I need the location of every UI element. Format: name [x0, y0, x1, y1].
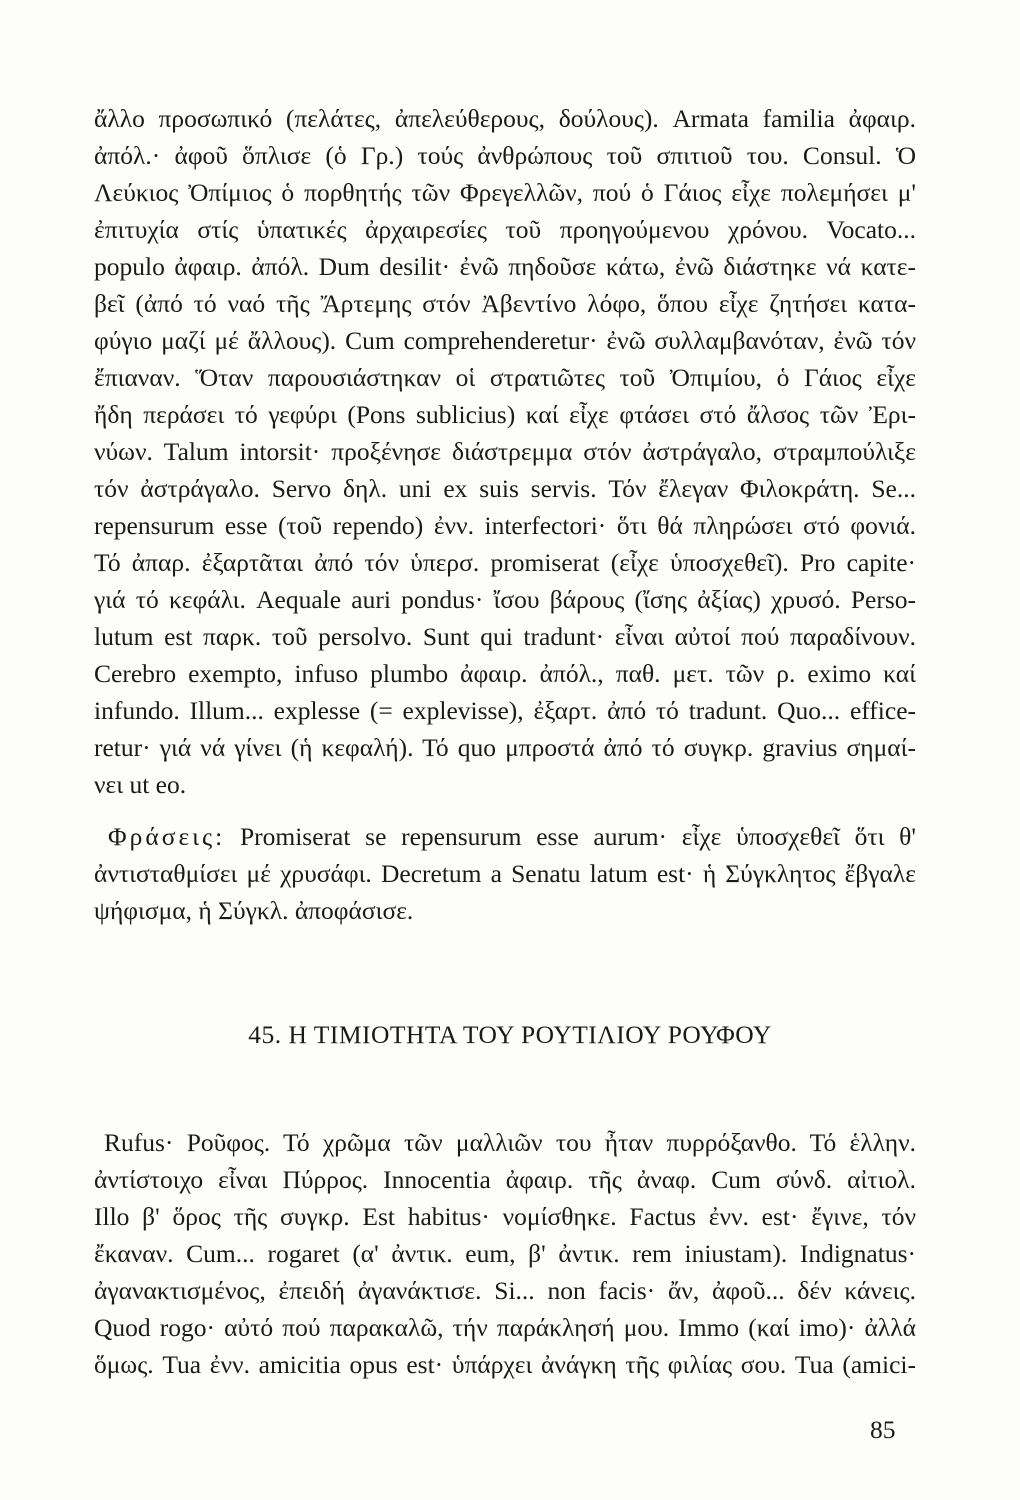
text-line: Quod rogo· αὐτό πού παρακαλῶ, τήν παράκλησή μου. Immo (καί imo)· ἀλλά [94, 1313, 916, 1342]
text-line: τόν ἀστράγαλο. Servo δηλ. uni ex suis servis. Τόν ἔλεγαν Φιλοκράτη. Se... [94, 474, 916, 503]
text-line: ἀντίστοιχο εἶναι Πύρρος. Innocentia ἀφαιρ. τῆς ἀναφ. Cum σύνδ. αἰτιολ. [94, 1165, 916, 1194]
phrases-label: Φράσεις: [108, 822, 226, 851]
text-line: ἀντισταθμίσει μέ χρυσάφι. Decretum a Senatu latum est· ἡ Σύγκλητος ἔβγαλε [94, 859, 916, 888]
text-line: νύων. Talum intorsit· προξένησε διάστρεμμα στόν ἀστράγαλο, στραμπούλιξε [94, 437, 916, 466]
text-line: ἔπιαναν. Ὅταν παρουσιάστηκαν οἱ στρατιῶτες τοῦ Ὀπιμίου, ὁ Γάιος εἶχε [94, 363, 916, 392]
text-line: repensurum esse (τοῦ rependo) ἐνν. interfectori· ὅτι θά πληρώσει στό φονιά. [94, 511, 916, 540]
text-line: ἀπόλ.· ἀφοῦ ὅπλισε (ὁ Γρ.) τούς ἀνθρώπους τοῦ σπιτιοῦ του. Consul. Ὁ [94, 141, 916, 170]
text-line: ἔκαναν. Cum... rogaret (α' ἀντικ. eum, β' ἀντικ. rem iniustam). Indignatus· [94, 1239, 916, 1268]
text-line: infundo. Illum... explesse (= explevisse), ἐξαρτ. ἀπό τό tradunt. Quo... effice- [94, 696, 916, 725]
page-number: 85 [870, 1415, 896, 1444]
text-line: βεῖ (ἀπό τό ναό τῆς Ἄρτεμης στόν Ἀβεντίνο λόφο, ὅπου εἶχε ζητήσει κατα- [94, 289, 916, 318]
text-line: Cerebro exempto, infuso plumbo ἀφαιρ. ἀπόλ., παθ. μετ. τῶν ρ. eximo καί [94, 659, 916, 688]
text-line: ἄλλο προσωπικό (πελάτες, ἀπελεύθερους, δούλους). Armata familia ἀφαιρ. [94, 104, 916, 133]
phrases-first-line [108, 820, 916, 854]
text-line: Illo β' ὅρος τῆς συγκρ. Est habitus· νομίσθηκε. Factus ἐνν. est· ἔγινε, τόν [94, 1202, 916, 1231]
text-line: ἀγανακτισμένος, ἐπειδή ἀγανάκτισε. Si... non facis· ἄν, ἀφοῦ... δέν κάνεις. [94, 1276, 916, 1305]
text-line: ὅμως. Tua ἐνν. amicitia opus est· ὑπάρχει ἀνάγκη τῆς φιλίας σου. Tua (amici- [94, 1350, 916, 1379]
text-line: Τό ἀπαρ. ἐξαρτᾶται ἀπό τόν ὑπερσ. promiserat (εἶχε ὑποσχεθεῖ). Pro capite· [94, 548, 916, 577]
text-line: retur· γιά νά γίνει (ἡ κεφαλή). Τό quo μπροστά ἀπό τό συγκρ. gravius σημαί- [94, 733, 916, 762]
text-line: lutum est παρκ. τοῦ persolvo. Sunt qui tradunt· εἶναι αὐτοί πού παραδίνουν. [94, 622, 916, 651]
text-line: ἐπιτυχία στίς ὑπατικές ἀρχαιρεσίες τοῦ προηγούμενου χρόνου. Vocato... [94, 215, 916, 244]
text-line: γιά τό κεφάλι. Aequale auri pondus· ἴσου βάρους (ἴσης ἀξίας) χρυσό. Perso- [94, 585, 916, 614]
text-line: φύγιο μαζί μέ ἄλλους). Cum comprehenderetur· ἐνῶ συλλαμβανόταν, ἐνῶ τόν [94, 326, 916, 355]
text-line: Rufus· Ροῦφος. Τό χρῶμα τῶν μαλλιῶν του ἦταν πυρρόξανθο. Τό ἑλλην. [104, 1128, 916, 1157]
section-heading: 45. Η ΤΙΜΙΟΤΗΤΑ ΤΟΥ ΡΟΥΤΙΛΙΟΥ ΡΟΥΦΟΥ [248, 1020, 772, 1049]
phrases-text: Promiserat se repensurum esse aurum· εἶχε ὑποσχεθεῖ ὅτι θ' [239, 822, 916, 851]
text-line: populo ἀφαιρ. ἀπόλ. Dum desilit· ἐνῶ πηδοῦσε κάτω, ἐνῶ διάστηκε νά κατε- [94, 252, 916, 281]
text-line: Λεύκιος Ὀπίμιος ὁ πορθητής τῶν Φρεγελλῶν, πού ὁ Γάιος εἶχε πολεμήσει μ' [94, 178, 916, 207]
text-line: ψήφισμα, ἡ Σύγκλ. ἀποφάσισε. [94, 896, 414, 925]
text-line: νει ut eo. [94, 770, 187, 799]
text-line: ἤδη περάσει τό γεφύρι (Pons sublicius) καί εἶχε φτάσει στό ἄλσος τῶν Ἐρι- [94, 400, 916, 429]
